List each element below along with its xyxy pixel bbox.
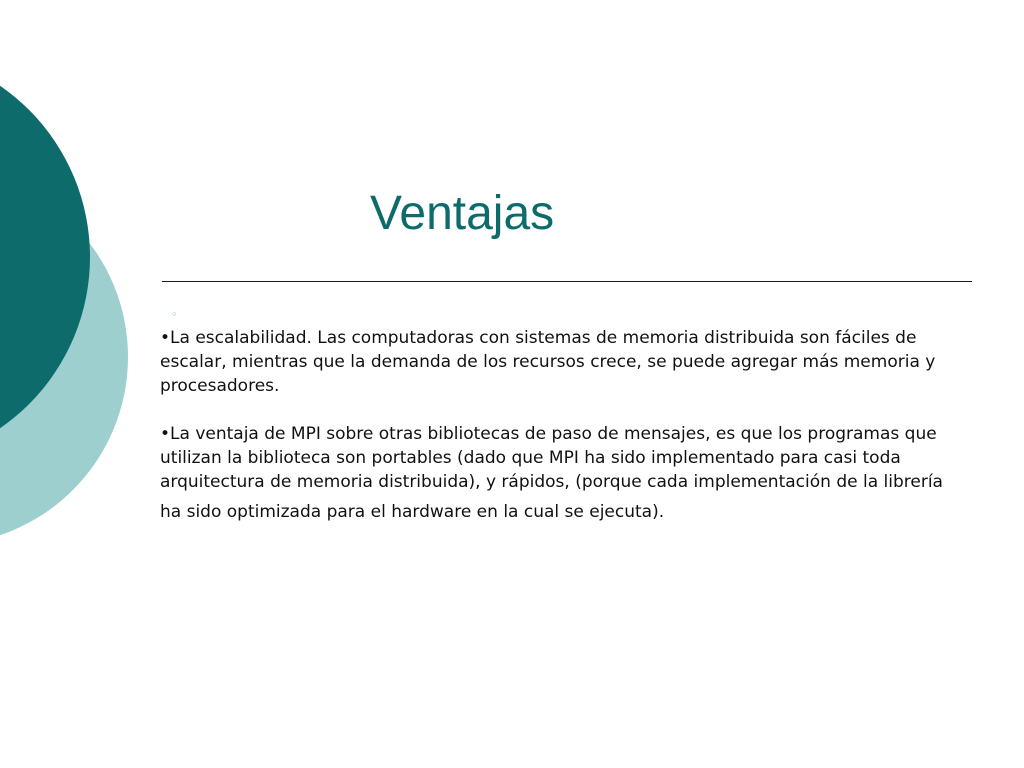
paragraph-mpi-last-line: hardware en la cual se ejecuta). <box>391 502 665 522</box>
paragraph-scalability: •La escalabilidad. Las computadoras con sistemas de memoria distribuida son fáciles de escalar, mientras que la demanda de los recursos crece, se puede agregar más memoria y procesadores. <box>160 328 936 396</box>
slide-title: Ventajas <box>370 187 555 240</box>
title-divider <box>162 281 972 282</box>
paragraph-mpi-advantage <box>160 422 960 524</box>
paragraph-mpi-text: •La ventaja de MPI sobre otras bibliotecas de paso de mensajes, es que los programas que utilizan la biblioteca son portables (dado que MPI ha sido implementado para casi toda arquitectura de memoria distribuida), y rápidos, (porque cada implementación de la librería ha sido optimizada para el <box>160 424 943 522</box>
slide-body <box>160 326 960 524</box>
ring-bullet-icon: ◦ <box>171 308 178 321</box>
